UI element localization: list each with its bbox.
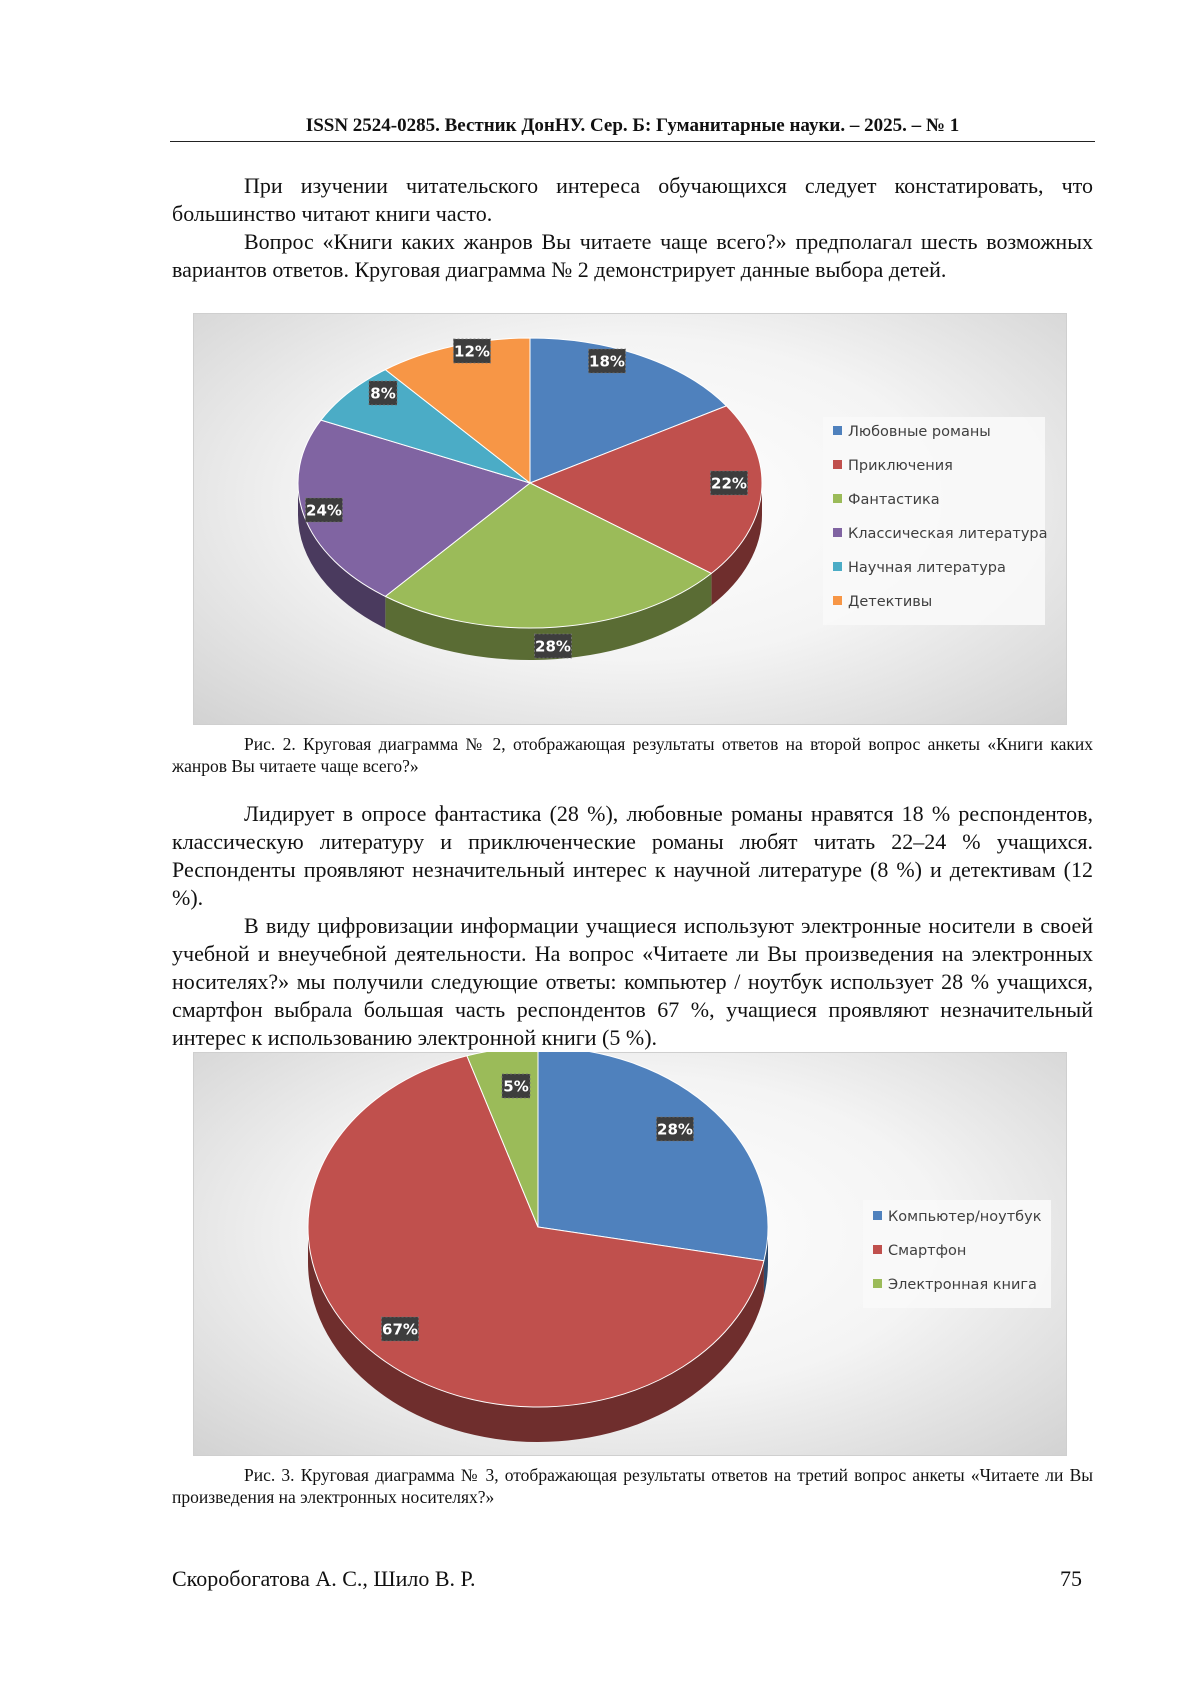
paragraph-3: Лидирует в опросе фантастика (28 %), любовные романы нравятся 18 % респондентов, классическую литературу и приключенческие романы любят читать 22–24 % учащихся. Респонденты проявляют незначительный интерес к научной литературе (8 %) и детективам (12 %). bbox=[172, 801, 1093, 910]
svg-text:22%: 22% bbox=[711, 474, 747, 493]
paragraph-1: При изучении читательского интереса обучающихся следует констатировать, что большинство читают книги часто. bbox=[172, 173, 1093, 226]
svg-text:67%: 67% bbox=[382, 1320, 418, 1339]
legend2-swatch-1 bbox=[873, 1211, 882, 1220]
legend2-label-2: Смартфон bbox=[888, 1243, 967, 1259]
figure-3-caption: Рис. 3. Круговая диаграмма № 3, отображающая результаты ответов на третий вопрос анкеты «Читаете ли Вы произведения на электронных носителях?» bbox=[172, 1465, 1093, 1507]
legend1-swatch-4 bbox=[833, 528, 842, 537]
pie2-data-label-3 bbox=[502, 1074, 530, 1098]
page-number: 75 bbox=[1060, 1566, 1082, 1591]
legend1-swatch-3 bbox=[833, 494, 842, 503]
pie1-data-label-1 bbox=[589, 349, 626, 373]
pie2-data-label-2 bbox=[382, 1317, 419, 1341]
legend2-swatch-3 bbox=[873, 1279, 882, 1288]
figure-2-caption: Рис. 2. Круговая диаграмма № 2, отображающая результаты ответов на второй вопрос анкеты «Книги каких жанров Вы читаете чаще всего?» bbox=[172, 734, 1093, 776]
legend1-item-1 bbox=[833, 423, 991, 441]
legend1-swatch-5 bbox=[833, 562, 842, 571]
pie2-slice-1 bbox=[538, 1052, 768, 1261]
legend2-label-1: Компьютер/ноутбук bbox=[888, 1209, 1042, 1225]
legend2-item-1 bbox=[873, 1208, 1041, 1226]
legend-genres bbox=[823, 417, 1048, 625]
legend1-item-4 bbox=[833, 525, 1048, 543]
svg-text:18%: 18% bbox=[589, 352, 625, 371]
legend1-item-2 bbox=[833, 457, 953, 475]
legend1-swatch-6 bbox=[833, 596, 842, 605]
legend2-label-3: Электронная книга bbox=[888, 1277, 1037, 1293]
paragraph-4: В виду цифровизации информации учащиеся используют электронные носители в своей учебной и внеучебной деятельности. На вопрос «Читаете ли Вы произведения на электронных носителях?» мы получили следующие ответы: компьютер / ноутбук использует 28 % учащихся, смартфон выбрала большая часть респондентов 67 %, учащиеся проявляют незначительный интерес к использованию электронной книги (5 %). bbox=[172, 913, 1093, 1050]
pie-chart-genres bbox=[193, 313, 1067, 725]
footer-authors: Скоробогатова А. С., Шило В. Р. bbox=[172, 1566, 476, 1591]
paragraph-2: Вопрос «Книги каких жанров Вы читаете чаще всего?» предполагал шесть возможных вариантов ответов. Круговая диаграмма № 2 демонстрирует данные выбора детей. bbox=[172, 229, 1093, 282]
legend1-swatch-1 bbox=[833, 426, 842, 435]
legend2-swatch-2 bbox=[873, 1245, 882, 1254]
pie1-data-label-3 bbox=[535, 634, 572, 658]
legend1-item-5 bbox=[833, 559, 1006, 577]
legend2-item-2 bbox=[873, 1242, 966, 1260]
svg-text:5%: 5% bbox=[503, 1077, 529, 1096]
svg-text:24%: 24% bbox=[306, 501, 342, 520]
legend1-label-5: Научная литература bbox=[848, 560, 1006, 576]
legend1-label-1: Любовные романы bbox=[848, 424, 991, 440]
svg-text:28%: 28% bbox=[535, 637, 571, 656]
journal-header: ISSN 2524-0285. Вестник ДонНУ. Сер. Б: Гуманитарные науки. – 2025. – № 1 bbox=[305, 115, 960, 136]
header-rule bbox=[170, 141, 1095, 142]
legend1-swatch-2 bbox=[833, 460, 842, 469]
legend1-label-6: Детективы bbox=[848, 594, 933, 610]
legend1-label-2: Приключения bbox=[848, 458, 953, 474]
svg-text:28%: 28% bbox=[657, 1120, 693, 1139]
pie1-data-label-5 bbox=[369, 381, 397, 405]
pie-chart-devices bbox=[193, 1052, 1067, 1456]
pie2-data-label-1 bbox=[657, 1117, 694, 1141]
pie1-data-label-6 bbox=[454, 339, 491, 363]
legend-devices bbox=[863, 1200, 1051, 1308]
legend2-item-3 bbox=[873, 1276, 1037, 1294]
legend1-item-3 bbox=[833, 491, 940, 509]
pie1-data-label-4 bbox=[306, 498, 343, 522]
svg-text:12%: 12% bbox=[454, 342, 490, 361]
pie1-data-label-2 bbox=[711, 471, 748, 495]
legend1-item-6 bbox=[833, 593, 932, 611]
legend1-label-4: Классическая литература bbox=[848, 526, 1048, 542]
legend1-label-3: Фантастика bbox=[848, 492, 940, 508]
svg-text:8%: 8% bbox=[370, 384, 396, 403]
